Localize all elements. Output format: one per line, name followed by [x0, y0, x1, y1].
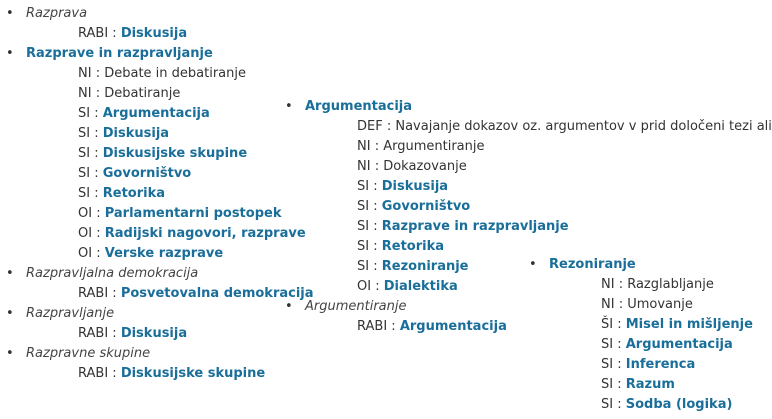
relation-separator: :	[613, 317, 626, 332]
related-term-text: Umovanje	[627, 297, 693, 312]
relation	[357, 197, 470, 217]
related-term-link[interactable]: Verske razprave	[104, 246, 224, 261]
relation	[357, 157, 467, 177]
relation	[601, 355, 695, 375]
relation-separator: :	[91, 86, 105, 101]
relation	[601, 395, 732, 415]
related-term-link[interactable]: Diskusijske skupine	[102, 146, 248, 161]
relation-code: NI	[357, 159, 371, 174]
relation	[78, 124, 169, 144]
relation-code: RABI	[78, 366, 109, 381]
relation-separator: :	[108, 286, 121, 301]
relation-code: SI	[78, 146, 91, 161]
relation-row	[529, 335, 740, 355]
relation-code: ŠI	[601, 317, 614, 332]
relation-separator: :	[369, 219, 382, 234]
related-term-link[interactable]: Inferenca	[625, 357, 696, 372]
relation-separator: :	[91, 66, 105, 81]
relation-row	[6, 324, 276, 344]
nonpreferred-term-label: Razpravne skupine	[26, 346, 151, 361]
relation-row	[6, 144, 276, 164]
related-term-text: Dokazovanje	[383, 159, 467, 174]
bullet-icon: •	[6, 266, 14, 281]
relation-code: RABI	[357, 319, 388, 334]
relation-row	[6, 104, 276, 124]
relation-separator: :	[369, 259, 382, 274]
relation-row	[529, 275, 740, 295]
bullet-icon: •	[285, 299, 293, 314]
related-term-link[interactable]: Retorika	[102, 186, 166, 201]
relation	[78, 164, 191, 184]
relation-separator: :	[90, 106, 103, 121]
relation	[78, 64, 246, 84]
relation-code: SI	[78, 106, 91, 121]
preferred-term-link[interactable]: Razprave in razpravljanje	[26, 46, 213, 61]
related-term-text: Argumentiranje	[383, 139, 485, 154]
related-term-link[interactable]: Diskusija	[381, 179, 449, 194]
relation-row	[6, 24, 276, 44]
relation-code: SI	[357, 259, 370, 274]
relation-code: SI	[601, 377, 614, 392]
related-term-link[interactable]: Razprave in razpravljanje	[381, 219, 569, 234]
related-term-link[interactable]: Diskusija	[102, 126, 170, 141]
relation	[601, 315, 753, 335]
relation-separator: :	[369, 179, 382, 194]
related-term-link[interactable]: Parlamentarni postopek	[104, 206, 282, 221]
relation-separator: :	[92, 246, 105, 261]
relation-separator: :	[369, 239, 382, 254]
nonpreferred-term-label: Razprava	[26, 6, 88, 21]
relation-code: SI	[78, 166, 91, 181]
relation-code: NI	[601, 277, 615, 292]
relation-row	[6, 244, 276, 264]
relation-code: SI	[78, 186, 91, 201]
related-term-text: Navajanje dokazov oz. argumentov v prid določeni tezi ali	[395, 119, 772, 134]
relation-code: RABI	[78, 286, 109, 301]
related-term-text: Razglabljanje	[627, 277, 714, 292]
bullet-icon: •	[285, 99, 293, 114]
bullet-icon: •	[6, 6, 14, 21]
relation	[357, 177, 448, 197]
relation-separator: :	[108, 326, 121, 341]
relation-separator: :	[90, 146, 103, 161]
related-term-text: Debate in debatiranje	[104, 66, 246, 81]
relation-separator: :	[90, 166, 103, 181]
preferred-term-link[interactable]: Rezoniranje	[549, 257, 636, 272]
related-term-link[interactable]: Rezoniranje	[381, 259, 469, 274]
relation	[78, 184, 165, 204]
related-term-link[interactable]: Dialektika	[383, 279, 458, 294]
relation-row	[529, 375, 740, 395]
relation-code: NI	[357, 139, 371, 154]
relation-row	[529, 315, 753, 335]
preferred-term-row	[529, 255, 740, 275]
relation-code: OI	[78, 246, 93, 261]
relation	[78, 24, 187, 44]
relation-separator: :	[613, 357, 626, 372]
related-term-link[interactable]: Sodba (logika)	[625, 397, 733, 412]
related-term-link[interactable]: Diskusijske skupine	[120, 366, 266, 381]
relation-separator: :	[614, 277, 628, 292]
relation	[357, 237, 444, 257]
relation-separator: :	[614, 297, 628, 312]
relation-separator: :	[387, 319, 400, 334]
nonpreferred-term-row	[6, 344, 276, 364]
relation-code: SI	[357, 179, 370, 194]
relation	[601, 275, 714, 295]
relation-code: RABI	[78, 26, 109, 41]
relation-row	[6, 164, 276, 184]
related-term-link[interactable]: Govorništvo	[102, 166, 192, 181]
relation	[78, 144, 247, 164]
related-term-link[interactable]: Misel in mišljenje	[625, 317, 753, 332]
related-term-link[interactable]: Argumentacija	[625, 337, 733, 352]
relation-row	[529, 295, 740, 315]
relation-code: DEF	[357, 119, 383, 134]
nonpreferred-term-label: Razpravljanje	[26, 306, 115, 321]
relation-code: OI	[78, 206, 93, 221]
relation-separator: :	[92, 206, 105, 221]
relation	[78, 204, 281, 224]
related-term-link[interactable]: Retorika	[381, 239, 445, 254]
relation	[78, 224, 306, 244]
bullet-icon: •	[6, 46, 14, 61]
preferred-term-link[interactable]: Argumentacija	[305, 99, 413, 114]
relation	[78, 104, 210, 124]
relation	[601, 335, 733, 355]
related-term-link[interactable]: Argumentacija	[102, 106, 210, 121]
relation	[357, 277, 458, 297]
relation-separator: :	[92, 226, 105, 241]
nonpreferred-term-row	[6, 4, 276, 24]
related-term-link[interactable]: Diskusija	[120, 26, 188, 41]
nonpreferred-term-row	[6, 304, 276, 324]
relation-row	[6, 204, 282, 224]
column-1	[6, 0, 314, 419]
relation-code: SI	[601, 337, 614, 352]
relation-separator: :	[613, 397, 626, 412]
relation-separator: :	[108, 366, 121, 381]
relation-code: NI	[78, 66, 92, 81]
relation-row	[529, 355, 740, 375]
relation-row	[6, 184, 276, 204]
relation-row	[6, 284, 314, 304]
relation-separator: :	[613, 377, 626, 392]
relation	[78, 324, 187, 344]
related-term-link[interactable]: Govorništvo	[381, 199, 471, 214]
relation	[78, 284, 314, 304]
relation-row	[6, 224, 306, 244]
relation-code: SI	[78, 126, 91, 141]
relation	[357, 317, 507, 337]
column-3	[529, 0, 753, 419]
preferred-term-row	[6, 44, 276, 64]
relation-row	[529, 395, 740, 415]
bullet-icon: •	[6, 306, 14, 321]
bullet-icon: •	[529, 257, 537, 272]
relation-code: SI	[357, 219, 370, 234]
relation	[357, 257, 469, 277]
relation-separator: :	[371, 279, 384, 294]
relation-separator: :	[382, 119, 396, 134]
related-term-link[interactable]: Diskusija	[120, 326, 188, 341]
related-term-text: Debatiranje	[104, 86, 181, 101]
relation-separator: :	[370, 159, 384, 174]
relation-code: NI	[601, 297, 615, 312]
relation-row	[6, 124, 276, 144]
relation-code: SI	[357, 199, 370, 214]
nonpreferred-term-label: Razpravljalna demokracija	[26, 266, 199, 281]
nonpreferred-term-label: Argumentiranje	[305, 299, 407, 314]
related-term-link[interactable]: Argumentacija	[399, 319, 507, 334]
relation-code: OI	[78, 226, 93, 241]
relation-row	[6, 364, 276, 384]
relation	[78, 84, 180, 104]
related-term-link[interactable]: Radijski nagovori, razprave	[104, 226, 306, 241]
relation-separator: :	[108, 26, 121, 41]
related-term-link[interactable]: Razum	[625, 377, 675, 392]
relation	[78, 364, 265, 384]
relation-code: SI	[357, 239, 370, 254]
related-term-link[interactable]: Posvetovalna demokracija	[120, 286, 314, 301]
bullet-icon: •	[6, 346, 14, 361]
nonpreferred-term-row	[6, 264, 276, 284]
relation-separator: :	[613, 337, 626, 352]
relation	[357, 137, 485, 157]
relation-code: SI	[601, 357, 614, 372]
relation	[601, 295, 693, 315]
relation	[601, 375, 675, 395]
relation	[78, 244, 223, 264]
relation-code: NI	[78, 86, 92, 101]
relation-code: OI	[357, 279, 372, 294]
relation-separator: :	[90, 186, 103, 201]
relation-separator: :	[370, 139, 384, 154]
relation-separator: :	[90, 126, 103, 141]
relation-row	[6, 84, 276, 104]
relation-code: SI	[601, 397, 614, 412]
relation-separator: :	[369, 199, 382, 214]
relation-code: RABI	[78, 326, 109, 341]
relation-row	[6, 64, 276, 84]
